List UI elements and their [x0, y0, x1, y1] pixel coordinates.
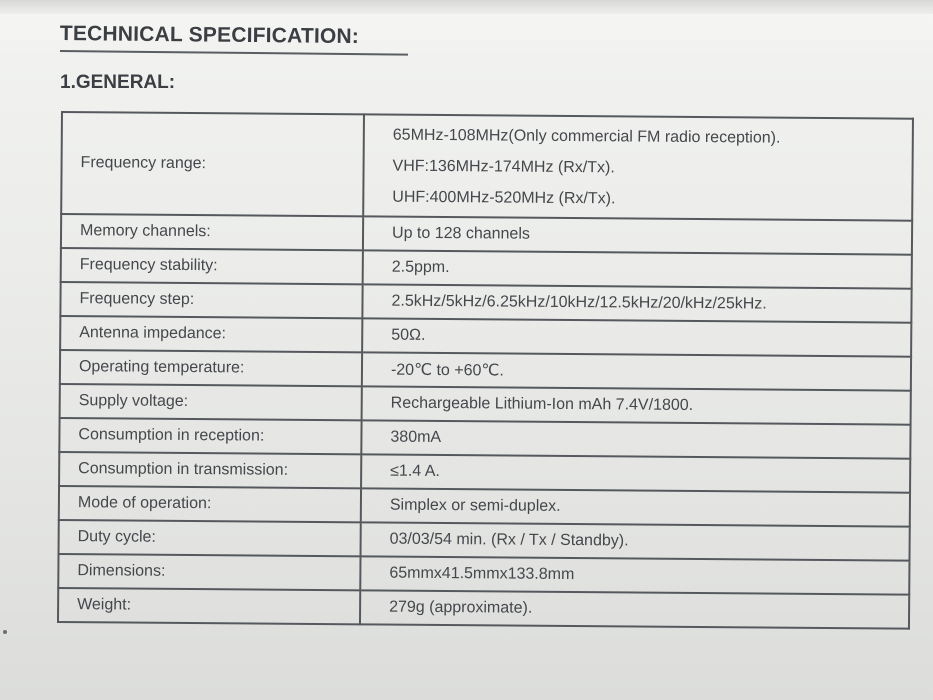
spec-value-line: UHF:400MHz-520MHz (Rx/Tx).	[392, 188, 616, 207]
spec-value: 65mmx41.5mmx133.8mm	[360, 556, 909, 594]
section-heading: 1.GENERAL:	[60, 72, 176, 93]
spec-label: Operating temperature:	[60, 350, 362, 386]
page-edge-mark	[3, 630, 7, 634]
page-title: TECHNICAL SPECIFICATION:	[59, 22, 360, 49]
spec-value-line: VHF:136MHz-174MHz (Rx/Tx).	[392, 157, 615, 176]
spec-row-frequency-range	[61, 112, 913, 221]
spec-value: 03/03/54 min. (Rx / Tx / Standby).	[361, 522, 910, 560]
spec-value: Simplex or semi-duplex.	[361, 488, 910, 526]
spec-table	[57, 111, 914, 630]
spec-value-line: 65MHz-108MHz(Only commercial FM radio reception).	[392, 126, 781, 147]
spec-label: Frequency step:	[60, 282, 362, 318]
spec-label: Duty cycle:	[59, 520, 361, 556]
spec-label: Mode of operation:	[59, 486, 361, 522]
spec-label: Supply voltage:	[60, 384, 362, 420]
spec-row-weight	[58, 588, 909, 629]
spec-label: Frequency stability:	[61, 248, 363, 284]
spec-value: 50Ω.	[362, 318, 911, 356]
spec-value: 2.5ppm.	[363, 250, 912, 288]
spec-value: -20℃ to +60℃.	[362, 352, 911, 390]
spec-value: 380mA	[361, 420, 910, 458]
spec-label: Consumption in transmission:	[59, 452, 361, 488]
spec-value: ≤1.4 A.	[361, 454, 910, 492]
spec-label: Antenna impedance:	[60, 316, 362, 352]
spec-label: Frequency range:	[61, 112, 364, 216]
spec-value	[363, 114, 913, 220]
spec-value: 2.5kHz/5kHz/6.25kHz/10kHz/12.5kHz/20/kHz/25kHz.	[362, 284, 911, 322]
spec-label: Consumption in reception:	[59, 418, 361, 454]
spec-value: Rechargeable Lithium-Ion mAh 7.4V/1800.	[362, 386, 911, 424]
spec-value: Up to 128 channels	[363, 216, 912, 254]
title-underline	[60, 50, 408, 56]
spec-value: 279g (approximate).	[360, 590, 909, 628]
spec-label: Weight:	[58, 588, 360, 624]
spec-label: Memory channels:	[61, 214, 363, 250]
spec-label: Dimensions:	[58, 554, 360, 590]
